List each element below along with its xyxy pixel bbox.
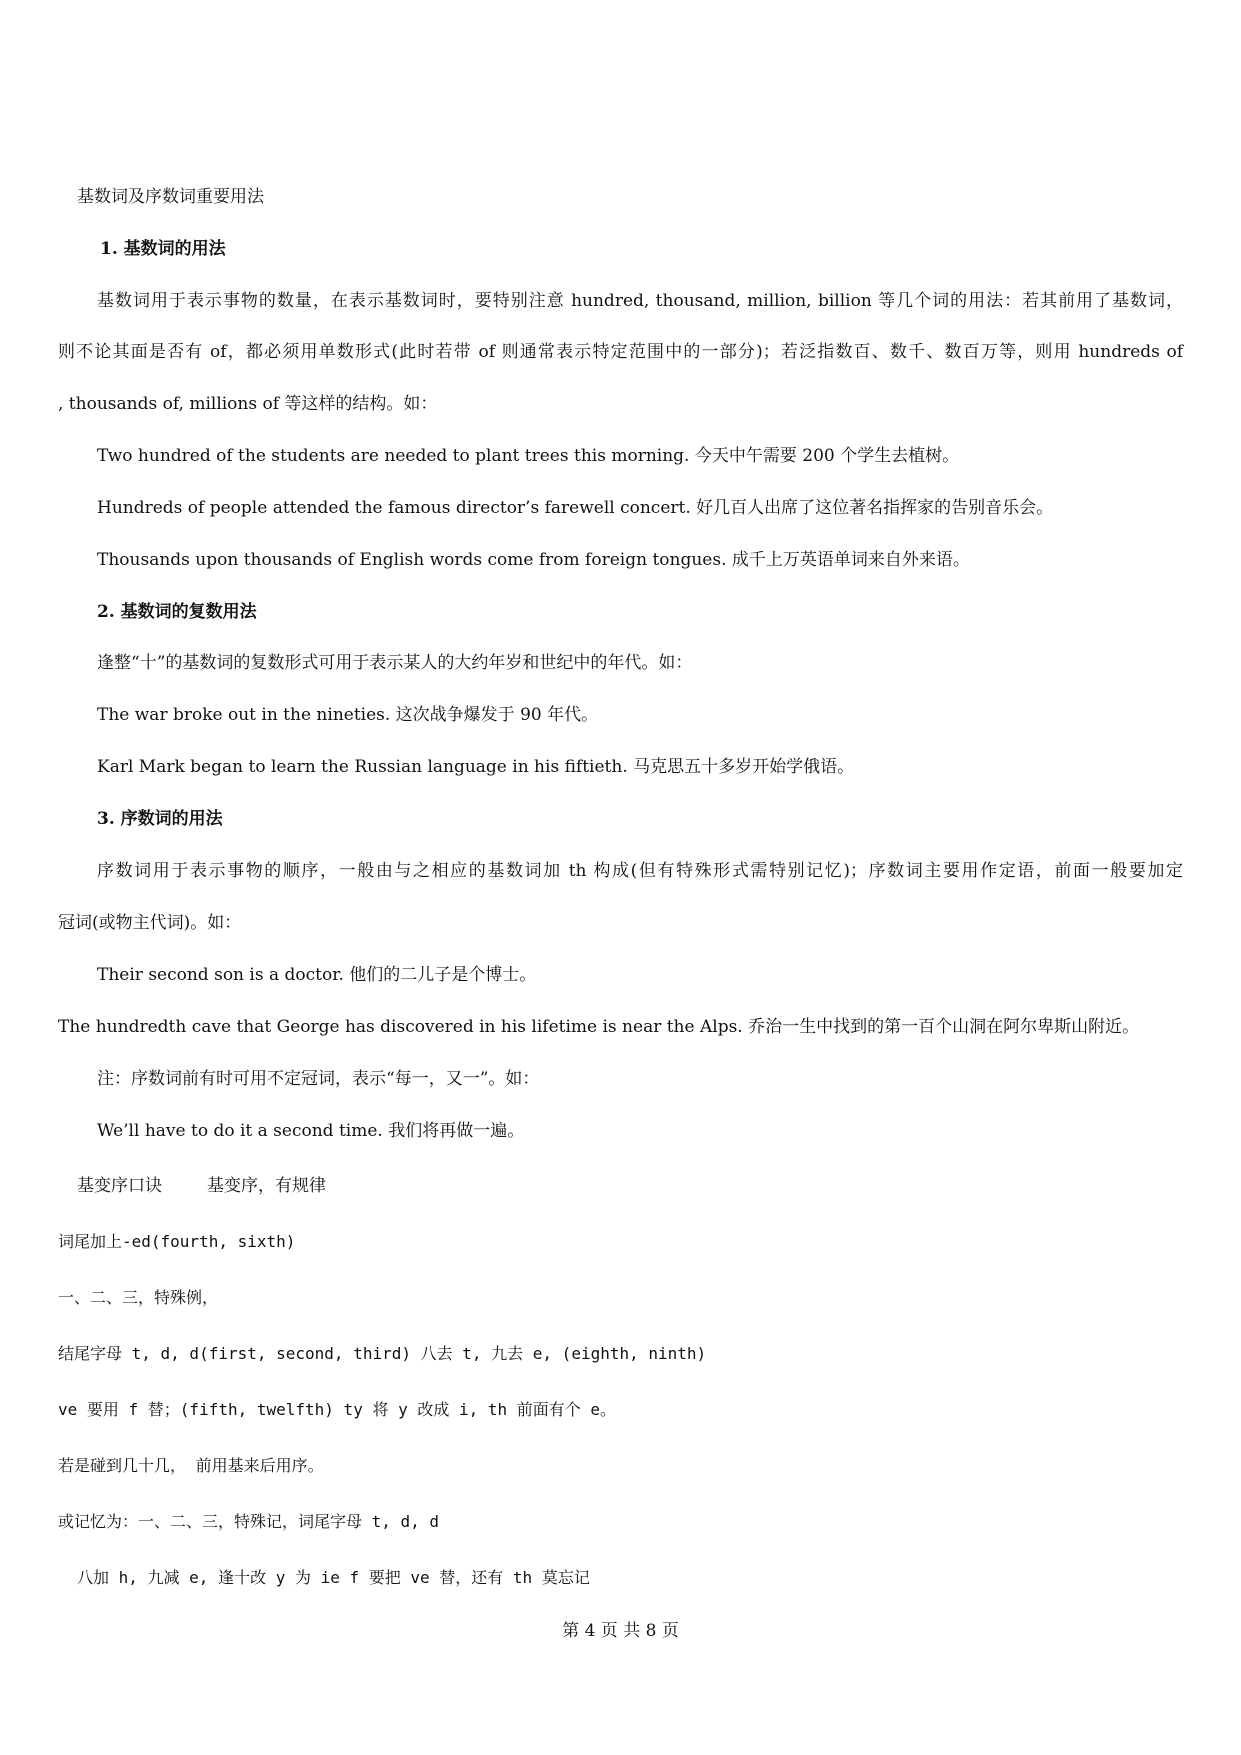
section3-example-2: The hundredth cave that George has discovered in his lifetime is near the Alps. 乔治一生中找到的第一百个山洞在阿尔卑斯山附近。 (58, 1017, 1140, 1037)
section3-heading: 3. 序数词的用法 (97, 809, 223, 829)
section3-para-line1: 序数词用于表示事物的顺序，一般由与之相应的基数词加 th 构成(但有特殊形式需特别记忆)；序数词主要用作定语，前面一般要加定 (97, 861, 1183, 881)
section3-example-1: Their second son is a doctor. 他们的二儿子是个博士。 (97, 965, 537, 985)
section3-note: 注：序数词前有时可用不定冠词，表示“每一，又一”。如： (97, 1069, 540, 1089)
mnemonic-title-b: 基变序，有规律 (207, 1176, 326, 1196)
mnemonic-line-5: 若是碰到几十几， 前用基来后用序。 (58, 1456, 324, 1475)
section1-example-1: Two hundred of the students are needed to plant trees this morning. 今天中午需要 200 个学生去植树。 (97, 446, 960, 466)
mnemonic-title-a: 基变序口诀 (77, 1176, 162, 1196)
mnemonic-line-6: 或记忆为：一、二、三，特殊记，词尾字母 t, d, d (58, 1512, 440, 1531)
section1-para-line3: , thousands of, millions of 等这样的结构。如： (58, 394, 438, 414)
section1-example-2: Hundreds of people attended the famous director’s farewell concert. 好几百人出席了这位著名指挥家的告别音乐会。 (97, 498, 1054, 518)
page-footer: 第 4 页 共 8 页 (562, 1621, 679, 1641)
section3-example-3: We’ll have to do it a second time. 我们将再做一遍。 (97, 1121, 525, 1141)
section2-heading: 2. 基数词的复数用法 (97, 602, 257, 622)
section3-para-line2: 冠词(或物主代词)。如： (58, 913, 242, 933)
mnemonic-line-7: 八加 h, 九减 e, 逢十改 y 为 ie f 要把 ve 替，还有 th 莫忘记 (77, 1568, 590, 1587)
section1-para-line1: 基数词用于表示事物的数量，在表示基数词时，要特别注意 hundred, thousand, million, billion 等几个词的用法：若其前用了基数词， (97, 291, 1183, 311)
mnemonic-line-1: 词尾加上-ed(fourth, sixth) (58, 1232, 296, 1251)
section2-example-1: The war broke out in the nineties. 这次战争爆发于 90 年代。 (97, 705, 599, 725)
doc-title: 基数词及序数词重要用法 (77, 187, 264, 207)
section2-example-2: Karl Mark began to learn the Russian language in his fiftieth. 马克思五十多岁开始学俄语。 (97, 757, 855, 777)
mnemonic-line-4: ve 要用 f 替；(fifth, twelfth) ty 将 y 改成 i, th 前面有个 e。 (58, 1400, 617, 1419)
section1-para-line2: 则不论其面是否有 of，都必须用单数形式(此时若带 of 则通常表示特定范围中的一部分)；若泛指数百、数千、数百万等，则用 hundreds of (58, 342, 1183, 362)
section1-example-3: Thousands upon thousands of English words come from foreign tongues. 成千上万英语单词来自外来语。 (97, 550, 970, 570)
section2-para: 逢整“十”的基数词的复数形式可用于表示某人的大约年岁和世纪中的年代。如： (97, 653, 693, 673)
mnemonic-line-3: 结尾字母 t, d, d(first, second, third) 八去 t, 九去 e, (eighth, ninth) (58, 1344, 707, 1363)
mnemonic-line-2: 一、二、三，特殊例， (58, 1288, 219, 1307)
section1-heading: 1. 基数词的用法 (100, 239, 226, 259)
